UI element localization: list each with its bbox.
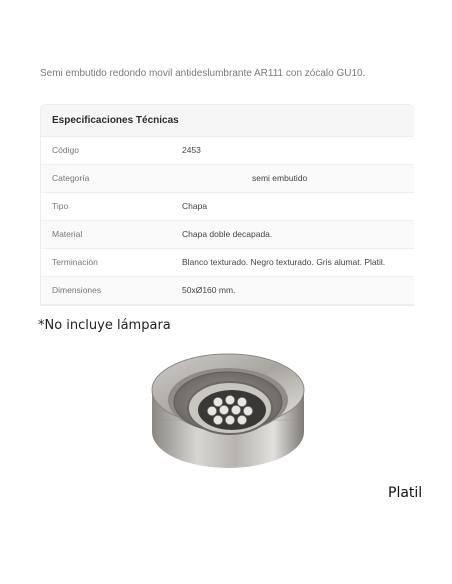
spec-row-dimensions (41, 277, 414, 305)
spec-label: Categoría (52, 173, 90, 183)
lamp-not-included-note: *No incluye lámpara (38, 318, 171, 333)
spec-row-material (41, 221, 414, 249)
spec-value: Blanco texturado. Negro texturado. Gris alumat. Platil. (182, 257, 386, 267)
spec-value: 2453 (182, 145, 201, 155)
spec-row-type (41, 193, 414, 221)
spec-row-finish (41, 249, 414, 277)
spec-label: Tipo (52, 201, 69, 211)
spec-row-category (41, 165, 414, 193)
spec-label: Terminación (52, 257, 98, 267)
spec-value: 50xØ160 mm. (182, 285, 236, 295)
spec-value: Chapa doble decapada. (182, 229, 273, 239)
spec-label: Material (52, 229, 83, 239)
finish-label: Platil (388, 485, 423, 501)
spec-table-title: Especificaciones Técnicas (41, 105, 414, 137)
downlight-fixture-image (148, 350, 308, 492)
spec-value: semi embutido (252, 173, 308, 183)
spec-row-code (41, 137, 414, 165)
product-description: Semi embutido redondo movil antideslumbrante AR111 con zócalo GU10. (40, 68, 366, 79)
spec-label: Código (52, 145, 79, 155)
spec-label: Dimensiones (52, 285, 102, 295)
spec-table (40, 104, 414, 306)
spec-value: Chapa (182, 201, 208, 211)
spec-rows (41, 137, 414, 305)
